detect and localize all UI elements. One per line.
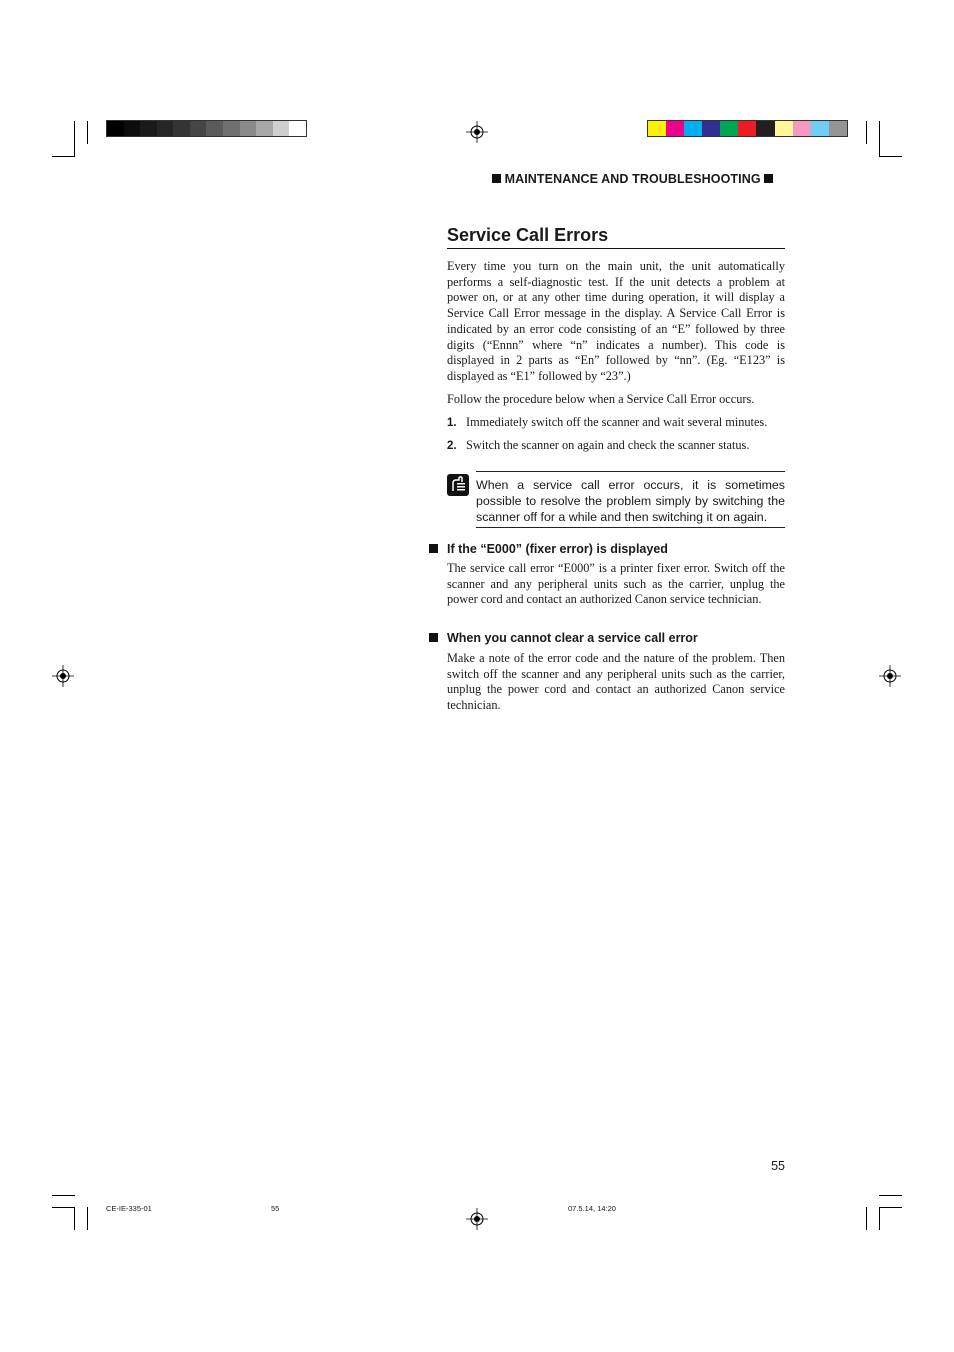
registration-mark-icon — [466, 1208, 488, 1230]
step-item — [447, 438, 785, 455]
color-calibration-strip — [647, 120, 848, 137]
color-swatch — [684, 121, 702, 136]
slug-doc-code: CE-IE-335-01 — [106, 1204, 152, 1213]
color-swatch — [648, 121, 666, 136]
color-swatch — [223, 121, 240, 136]
registration-mark-icon — [879, 665, 901, 687]
color-swatch — [720, 121, 738, 136]
color-swatch — [157, 121, 174, 136]
color-swatch — [289, 121, 306, 136]
subsection-body: Make a note of the error code and the nature of the problem. Then switch off the scanner and any peripheral units such as the carrier, unplug the power cord and contact an authorized Canon service technician. — [447, 651, 785, 713]
color-swatch — [775, 121, 793, 136]
subsection-heading-text: If the “E000” (fixer error) is displayed — [447, 542, 668, 556]
subsection-heading-text: When you cannot clear a service call error — [447, 631, 698, 645]
subsection-heading — [429, 631, 698, 645]
color-swatch — [811, 121, 829, 136]
subsection-body: The service call error “E000” is a printer fixer error. Switch off the scanner and any peripheral units such as the carrier, unplug the power cord and contact an authorized Canon service technician. — [447, 561, 785, 607]
slug-datetime: 07.5.14, 14:20 — [568, 1204, 616, 1213]
subsection-heading — [429, 542, 668, 556]
color-swatch — [829, 121, 847, 136]
color-swatch — [240, 121, 257, 136]
running-header — [492, 172, 773, 186]
square-bullet-icon — [429, 544, 438, 553]
note-hand-icon — [447, 474, 469, 496]
color-swatch — [190, 121, 207, 136]
color-swatch — [273, 121, 290, 136]
color-swatch — [793, 121, 811, 136]
running-header-text: MAINTENANCE AND TROUBLESHOOTING — [504, 172, 761, 186]
procedure-intro: Follow the procedure below when a Service Call Error occurs. — [447, 392, 755, 406]
square-bullet-icon — [492, 174, 501, 183]
square-bullet-icon — [764, 174, 773, 183]
step-text: Switch the scanner on again and check the scanner status. — [466, 438, 750, 452]
color-swatch — [107, 121, 124, 136]
color-swatch — [756, 121, 774, 136]
square-bullet-icon — [429, 633, 438, 642]
color-swatch — [140, 121, 157, 136]
color-swatch — [206, 121, 223, 136]
registration-mark-icon — [52, 665, 74, 687]
color-swatch — [666, 121, 684, 136]
step-number: 1. — [447, 417, 457, 429]
step-number: 2. — [447, 440, 457, 452]
color-swatch — [702, 121, 720, 136]
color-swatch — [124, 121, 141, 136]
intro-paragraph: Every time you turn on the main unit, the unit automatically performs a self-diagnostic test. If the unit detects a problem at power on, or at any other time during operation, it will display a Service Call Error message in the display. A Service Call Error is indicated by an error code consisting of an “E” followed by three digits (“Ennn” where “n” indicates a number). This code is displayed in 2 parts as “En” followed by “nn”. (Eg. “E123” is displayed as “E1” followed by “23”.) — [447, 259, 785, 383]
slug-page: 55 — [271, 1204, 280, 1213]
grayscale-calibration-strip — [106, 120, 307, 137]
step-text: Immediately switch off the scanner and wait several minutes. — [466, 415, 768, 429]
step-item — [447, 415, 785, 432]
color-swatch — [738, 121, 756, 136]
color-swatch — [256, 121, 273, 136]
note-box: When a service call error occurs, it is sometimes possible to resolve the problem simply by switching the scanner off for a while and then switching it on again. — [476, 471, 785, 528]
page-title: Service Call Errors — [447, 225, 785, 249]
page-number: 55 — [771, 1159, 785, 1173]
color-swatch — [173, 121, 190, 136]
registration-mark-icon — [466, 121, 488, 143]
